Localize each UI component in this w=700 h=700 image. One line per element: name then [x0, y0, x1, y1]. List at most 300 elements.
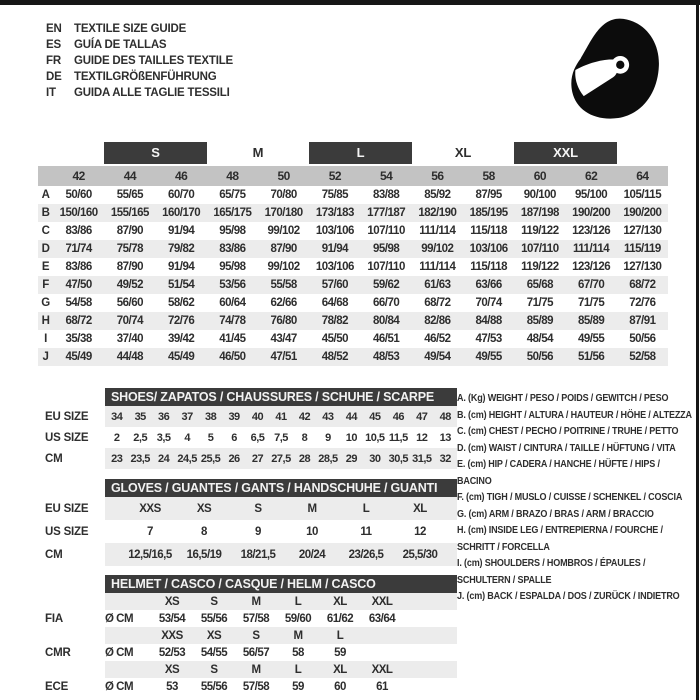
size-value: 64/68 [321, 297, 349, 309]
size-value: 50/56 [629, 333, 656, 345]
measurement-row-e [38, 258, 668, 276]
helmet-cells [105, 644, 457, 661]
size-value: 105/115 [623, 189, 662, 201]
shoes-row-label: CM [45, 452, 63, 465]
gloves-cells [105, 520, 457, 543]
size-value: 111/114 [419, 261, 456, 273]
size-group-s: S [104, 142, 207, 164]
gloves-value: 23/26,5 [348, 548, 384, 561]
language-code: ES [46, 39, 61, 51]
size-number: 60 [533, 169, 547, 183]
size-number: 50 [277, 169, 290, 183]
row-letter: G [41, 297, 50, 309]
size-value: 74/78 [219, 315, 246, 327]
language-title: GUÍA DE TALLAS [74, 39, 167, 51]
size-group-xl: XL [454, 145, 472, 160]
size-value: 68/72 [424, 297, 451, 309]
language-title: TEXTILGRÖßENFÜHRUNG [74, 71, 217, 83]
gloves-value: 25,5/30 [402, 548, 438, 561]
gloves-row [45, 497, 457, 520]
size-value: 45/50 [321, 333, 349, 345]
size-number: 62 [584, 169, 598, 183]
top-border [0, 0, 700, 5]
size-value: 56/60 [116, 297, 144, 309]
gloves-value: L [362, 502, 370, 515]
size-value: 99/102 [421, 243, 454, 255]
shoes-value: 41 [275, 410, 287, 423]
gloves-row-label: EU SIZE [45, 502, 89, 515]
shoes-value: 36 [158, 410, 170, 423]
shoes-value: 7,5 [274, 431, 288, 444]
measurement-item: A. (Kg) WEIGHT / PESO / POIDS / GEWITCH / PESO [457, 392, 669, 404]
size-group-row [38, 142, 668, 164]
helmet-value: XXS [161, 629, 183, 642]
measurement-item: H. (cm) INSIDE LEG / ENTREPIERNA / FOURCHE / SCHRITT / FORCELLA [457, 524, 663, 553]
helmet-value: XL [333, 663, 347, 676]
size-value: 44/48 [116, 351, 144, 363]
language-code: FR [46, 55, 61, 67]
size-value: 95/98 [219, 225, 246, 237]
shoes-row [45, 448, 457, 469]
helmet-value: 59 [292, 680, 304, 693]
shoes-value: 31,5 [412, 452, 432, 465]
helmet-value: 57/58 [242, 680, 270, 693]
shoes-value: 10,5 [365, 431, 385, 444]
helmet-row [45, 661, 457, 678]
shoes-row-label: EU SIZE [45, 410, 89, 423]
shoes-value: 27,5 [271, 452, 291, 465]
size-value: 90/100 [523, 189, 556, 201]
size-value: 50/56 [526, 351, 554, 363]
size-value: 95/98 [219, 261, 246, 273]
measurement-row-h [38, 312, 668, 330]
shoes-value: 32 [439, 452, 451, 465]
size-value: 187/198 [520, 207, 559, 219]
gloves-value: 20/24 [298, 548, 326, 561]
size-value: 80/84 [372, 315, 400, 327]
size-value: 52/58 [629, 351, 656, 363]
size-value: 115/118 [470, 261, 508, 273]
size-value: 47/51 [270, 351, 297, 363]
helmet-value: XS [206, 629, 222, 642]
helmet-row [45, 610, 457, 627]
size-value: 99/102 [267, 261, 300, 273]
size-value: 65/68 [526, 279, 554, 291]
size-value: 47/50 [65, 279, 92, 291]
size-value: 76/80 [270, 315, 297, 327]
helmet-value: 54/55 [200, 646, 228, 659]
shoes-cells [105, 448, 457, 469]
size-value: 61/63 [424, 279, 451, 291]
gloves-value: 12,5/16,5 [128, 548, 172, 561]
shoes-rows [45, 406, 457, 469]
helmet-value: Ø CM [105, 680, 134, 693]
helmet-value: XXL [371, 663, 393, 676]
helmet-value: 59/60 [284, 612, 312, 625]
size-value: 48/53 [372, 351, 400, 363]
measurement-item: B. (cm) HEIGHT / ALTURA / HAUTEUR / HÖHE / ALTEZZA [457, 408, 692, 421]
size-number: 64 [636, 169, 649, 183]
helmet-cells [105, 610, 457, 627]
size-value: 72/76 [629, 297, 656, 309]
size-value: 48/54 [526, 333, 554, 345]
size-value: 68/72 [629, 279, 656, 291]
measurement-row-b [38, 204, 668, 222]
helmet-value: 53/54 [158, 612, 186, 625]
size-value: 87/91 [629, 315, 656, 327]
shoes-row [45, 427, 457, 448]
gloves-rows [45, 497, 457, 566]
helmet-row [45, 644, 457, 661]
helmet-row [45, 627, 457, 644]
size-value: 84/88 [475, 315, 502, 327]
helmet-value: Ø CM [105, 646, 134, 659]
size-value: 55/58 [270, 279, 297, 291]
shoes-row-label: US SIZE [45, 431, 89, 444]
shoes-value: 35 [134, 410, 146, 423]
size-value: 72/76 [167, 315, 195, 327]
shoes-value: 38 [204, 410, 217, 423]
size-value: 91/94 [167, 261, 195, 273]
measurement-item: J. (cm) BACK / ESPALDA / DOS / ZURÜCK / INDIETRO [457, 590, 680, 602]
gloves-cells [105, 497, 457, 520]
size-value: 47/53 [475, 333, 502, 345]
row-letter: H [41, 315, 50, 327]
size-group-xxl: XXL [514, 142, 617, 164]
gloves-value: 10 [306, 525, 318, 538]
helmet-row [45, 678, 457, 695]
size-value: 63/66 [475, 279, 502, 291]
shoes-value: 30 [369, 452, 381, 465]
shoes-row [45, 406, 457, 427]
shoes-value: 3,5 [156, 431, 171, 444]
size-value: 103/106 [315, 261, 354, 273]
size-value: 119/122 [521, 261, 559, 273]
size-value: 71/75 [526, 297, 554, 309]
shoes-value: 26 [228, 452, 240, 465]
size-value: 127/130 [623, 261, 662, 273]
language-row [46, 85, 233, 101]
helmet-value: 63/64 [368, 612, 396, 625]
measurement-row-f [38, 276, 668, 294]
size-value: 119/122 [521, 225, 559, 237]
size-value: 49/55 [577, 333, 605, 345]
helmet-value: 55/56 [200, 680, 228, 693]
size-value: 50/60 [65, 189, 92, 201]
language-code: DE [46, 71, 62, 83]
gloves-value: M [307, 502, 317, 515]
measurement-row-d [38, 240, 668, 258]
helmet-value: Ø CM [105, 612, 134, 625]
size-value: 182/190 [418, 207, 457, 219]
size-value: 82/86 [424, 315, 451, 327]
helmet-row-label: ECE [45, 680, 69, 693]
size-value: 58/62 [167, 297, 195, 309]
gloves-value: XXS [139, 502, 161, 515]
size-value: 173/183 [315, 207, 354, 219]
shoes-value: 34 [111, 410, 123, 423]
language-code: IT [46, 87, 56, 99]
gloves-value: 8 [201, 525, 207, 538]
size-value: 60/70 [167, 189, 195, 201]
size-number: 46 [174, 169, 188, 183]
size-value: 99/102 [267, 225, 300, 237]
size-value: 78/82 [321, 315, 349, 327]
shoes-value: 5 [207, 431, 214, 444]
helmet-value: 52/53 [158, 646, 186, 659]
size-value: 46/50 [219, 351, 246, 363]
shoes-value: 4 [184, 431, 190, 444]
shoes-cells [105, 406, 457, 427]
language-code: EN [46, 23, 62, 35]
helmet-title: HELMET / CASCO / CASQUE / HELM / CASCO [105, 575, 457, 593]
row-letter: E [41, 261, 50, 273]
gloves-cells [105, 543, 457, 566]
helmet-row [45, 593, 457, 610]
gloves-row [45, 520, 457, 543]
helmet-value: 60 [334, 680, 346, 693]
size-value: 111/114 [419, 225, 456, 237]
size-value: 91/94 [321, 243, 349, 255]
accessory-tables [45, 388, 457, 695]
gloves-value: 11 [360, 525, 372, 538]
helmet-value: 58 [292, 646, 304, 659]
size-value: 107/110 [367, 225, 405, 237]
row-letter: I [44, 333, 47, 345]
language-list [46, 21, 233, 101]
gloves-value: 12 [414, 525, 426, 538]
size-value: 190/200 [623, 207, 662, 219]
size-value: 85/92 [424, 189, 451, 201]
helmet-value: S [252, 629, 260, 642]
gloves-value: S [254, 502, 262, 515]
shoes-value: 27 [251, 452, 264, 465]
size-value: 54/58 [65, 297, 92, 309]
size-value: 115/118 [470, 225, 508, 237]
shoes-value: 43 [322, 410, 334, 423]
helmet-value: S [210, 595, 218, 608]
size-value: 49/52 [116, 279, 144, 291]
size-value: 62/66 [270, 297, 297, 309]
row-letter: D [41, 243, 50, 255]
size-value: 87/90 [116, 261, 144, 273]
helmet-row-label: FIA [45, 612, 63, 625]
helmet-cells [105, 661, 457, 678]
size-value: 160/170 [162, 207, 201, 219]
size-value: 48/52 [321, 351, 349, 363]
size-number: 44 [123, 169, 137, 183]
row-letter: F [42, 279, 49, 291]
helmet-icon [566, 16, 662, 122]
size-value: 123/126 [572, 261, 611, 273]
size-value: 75/85 [321, 189, 349, 201]
size-value: 51/54 [167, 279, 195, 291]
size-number: 56 [431, 169, 444, 183]
shoes-value: 9 [325, 431, 331, 444]
size-number-row [38, 166, 668, 186]
shoes-value: 46 [392, 410, 404, 423]
size-value: 75/78 [116, 243, 144, 255]
size-value: 37/40 [116, 333, 144, 345]
helmet-value: S [210, 663, 218, 676]
gloves-value: XL [413, 502, 427, 515]
size-value: 67/70 [577, 279, 605, 291]
shoes-value: 23 [111, 452, 123, 465]
measurement-item: C. (cm) CHEST / PECHO / POITRINE / TRUHE / PETTO [457, 425, 679, 437]
measurement-item: F. (cm) TIGH / MUSLO / CUISSE / SCHENKEL / COSCIA [457, 491, 683, 503]
size-value: 65/75 [219, 189, 246, 201]
size-value: 107/110 [521, 243, 559, 255]
gloves-value: XS [196, 502, 212, 515]
size-group-l: L [309, 142, 412, 164]
size-value: 60/64 [219, 297, 246, 309]
measurement-item: G. (cm) ARM / BRAZO / BRAS / ARM / BRACCIO [457, 507, 654, 520]
helmet-value: 61 [376, 680, 388, 693]
gloves-value: 9 [255, 525, 261, 538]
size-value: 115/119 [623, 243, 661, 255]
language-row [46, 53, 233, 69]
size-value: 111/114 [573, 243, 610, 255]
helmet-value: 55/56 [200, 612, 228, 625]
size-value: 83/86 [219, 243, 246, 255]
size-value: 46/52 [424, 333, 451, 345]
measurement-row-j [38, 348, 668, 366]
language-title: TEXTILE SIZE GUIDE [74, 23, 187, 35]
measurement-row-i [38, 330, 668, 348]
measurement-row-a [38, 186, 668, 204]
gloves-row-label: CM [45, 548, 63, 561]
helmet-value: 56/57 [242, 646, 270, 659]
language-row [46, 37, 233, 53]
size-value: 165/175 [213, 207, 252, 219]
row-letter: J [42, 351, 49, 363]
size-value: 85/89 [577, 315, 605, 327]
measurement-row-c [38, 222, 668, 240]
shoes-value: 25,5 [200, 452, 221, 465]
size-value: 70/74 [475, 297, 502, 309]
row-letter: C [41, 225, 50, 237]
size-value: 123/126 [572, 225, 611, 237]
size-value: 66/70 [372, 297, 400, 309]
shoes-value: 11,5 [388, 431, 408, 444]
helmet-value: 61/62 [326, 612, 354, 625]
size-value: 107/110 [367, 261, 405, 273]
shoes-value: 23,5 [130, 452, 150, 465]
helmet-value: XXL [371, 595, 393, 608]
size-number: 42 [72, 169, 85, 183]
measurement-item: I. (cm) SHOULDERS / HOMBROS / ÉPAULES / SCHULTERN / SPALLE [457, 557, 646, 586]
size-value: 190/200 [572, 207, 611, 219]
size-value: 170/180 [264, 207, 303, 219]
gloves-title: GLOVES / GUANTES / GANTS / HANDSCHUHE / GUANTI [105, 479, 457, 497]
helmet-cells [105, 678, 457, 695]
helmet-section [45, 575, 457, 695]
shoes-value: 24,5 [177, 452, 197, 465]
helmet-value: XL [333, 595, 347, 608]
helmet-rows [45, 593, 457, 695]
size-value: 55/65 [116, 189, 144, 201]
size-value: 41/45 [219, 333, 246, 345]
gloves-row-label: US SIZE [45, 525, 89, 538]
helmet-cells [105, 593, 457, 610]
size-group-m: M [252, 145, 264, 160]
shoes-value: 6 [231, 431, 237, 444]
shoes-value: 28,5 [318, 452, 338, 465]
size-value: 68/72 [65, 315, 92, 327]
helmet-value: 57/58 [242, 612, 270, 625]
shoes-value: 2,5 [133, 431, 148, 444]
size-value: 83/86 [65, 225, 92, 237]
measurement-item: D. (cm) WAIST / CINTURA / TAILLE / HÜFTUNG / VITA [457, 441, 676, 454]
shoes-value: 45 [369, 410, 381, 423]
shoes-value: 37 [181, 410, 193, 423]
helmet-value: M [251, 595, 261, 608]
size-value: 95/100 [575, 189, 608, 201]
shoes-value: 30,5 [388, 452, 409, 465]
size-value: 71/74 [65, 243, 92, 255]
helmet-value: M [293, 629, 303, 642]
shoes-value: 2 [113, 431, 120, 444]
measurement-item: E. (cm) HIP / CADERA / HANCHE / HÜFTE / HIPS / BACINO [457, 458, 660, 487]
helmet-value: L [294, 595, 302, 608]
helmet-value: XS [164, 663, 180, 676]
helmet-value: XS [164, 595, 180, 608]
size-value: 49/54 [424, 351, 451, 363]
shoes-value: 10 [345, 431, 358, 444]
size-value: 39/42 [167, 333, 195, 345]
shoes-value: 39 [228, 410, 240, 423]
gloves-value: 18/21,5 [240, 548, 276, 561]
shoes-cells [105, 427, 457, 448]
shoes-title: SHOES/ ZAPATOS / CHAUSSURES / SCHUHE / SCARPE [105, 388, 457, 406]
size-value: 155/165 [110, 207, 149, 219]
size-value: 127/130 [623, 225, 662, 237]
shoes-section [45, 388, 457, 469]
gloves-value: 16,5/19 [186, 548, 222, 561]
size-value: 45/49 [65, 351, 92, 363]
shoes-value: 8 [301, 431, 308, 444]
shoes-value: 28 [298, 452, 311, 465]
size-value: 70/74 [116, 315, 144, 327]
size-number: 52 [328, 169, 342, 183]
size-value: 87/95 [475, 189, 502, 201]
size-value: 46/51 [372, 333, 400, 345]
size-value: 91/94 [167, 225, 195, 237]
measurement-row-g [38, 294, 668, 312]
size-value: 51/56 [577, 351, 605, 363]
size-value: 70/80 [270, 189, 297, 201]
size-value: 59/62 [372, 279, 400, 291]
helmet-value: 53 [166, 680, 178, 693]
size-value: 35/38 [65, 333, 92, 345]
shoes-value: 42 [298, 410, 311, 423]
shoes-value: 40 [251, 410, 264, 423]
helmet-cells [105, 627, 457, 644]
right-border [696, 0, 699, 700]
shoes-value: 29 [345, 452, 358, 465]
size-value: 79/82 [167, 243, 195, 255]
size-value: 87/90 [270, 243, 297, 255]
gloves-value: 7 [147, 525, 153, 538]
shoes-value: 12 [416, 431, 428, 444]
size-value: 71/75 [577, 297, 605, 309]
shoes-value: 47 [416, 410, 428, 423]
shoes-value: 6,5 [250, 431, 265, 444]
helmet-value: M [251, 663, 261, 676]
size-value: 49/55 [475, 351, 502, 363]
language-title: GUIDE DES TAILLES TEXTILE [74, 55, 233, 67]
size-value: 83/88 [372, 189, 400, 201]
